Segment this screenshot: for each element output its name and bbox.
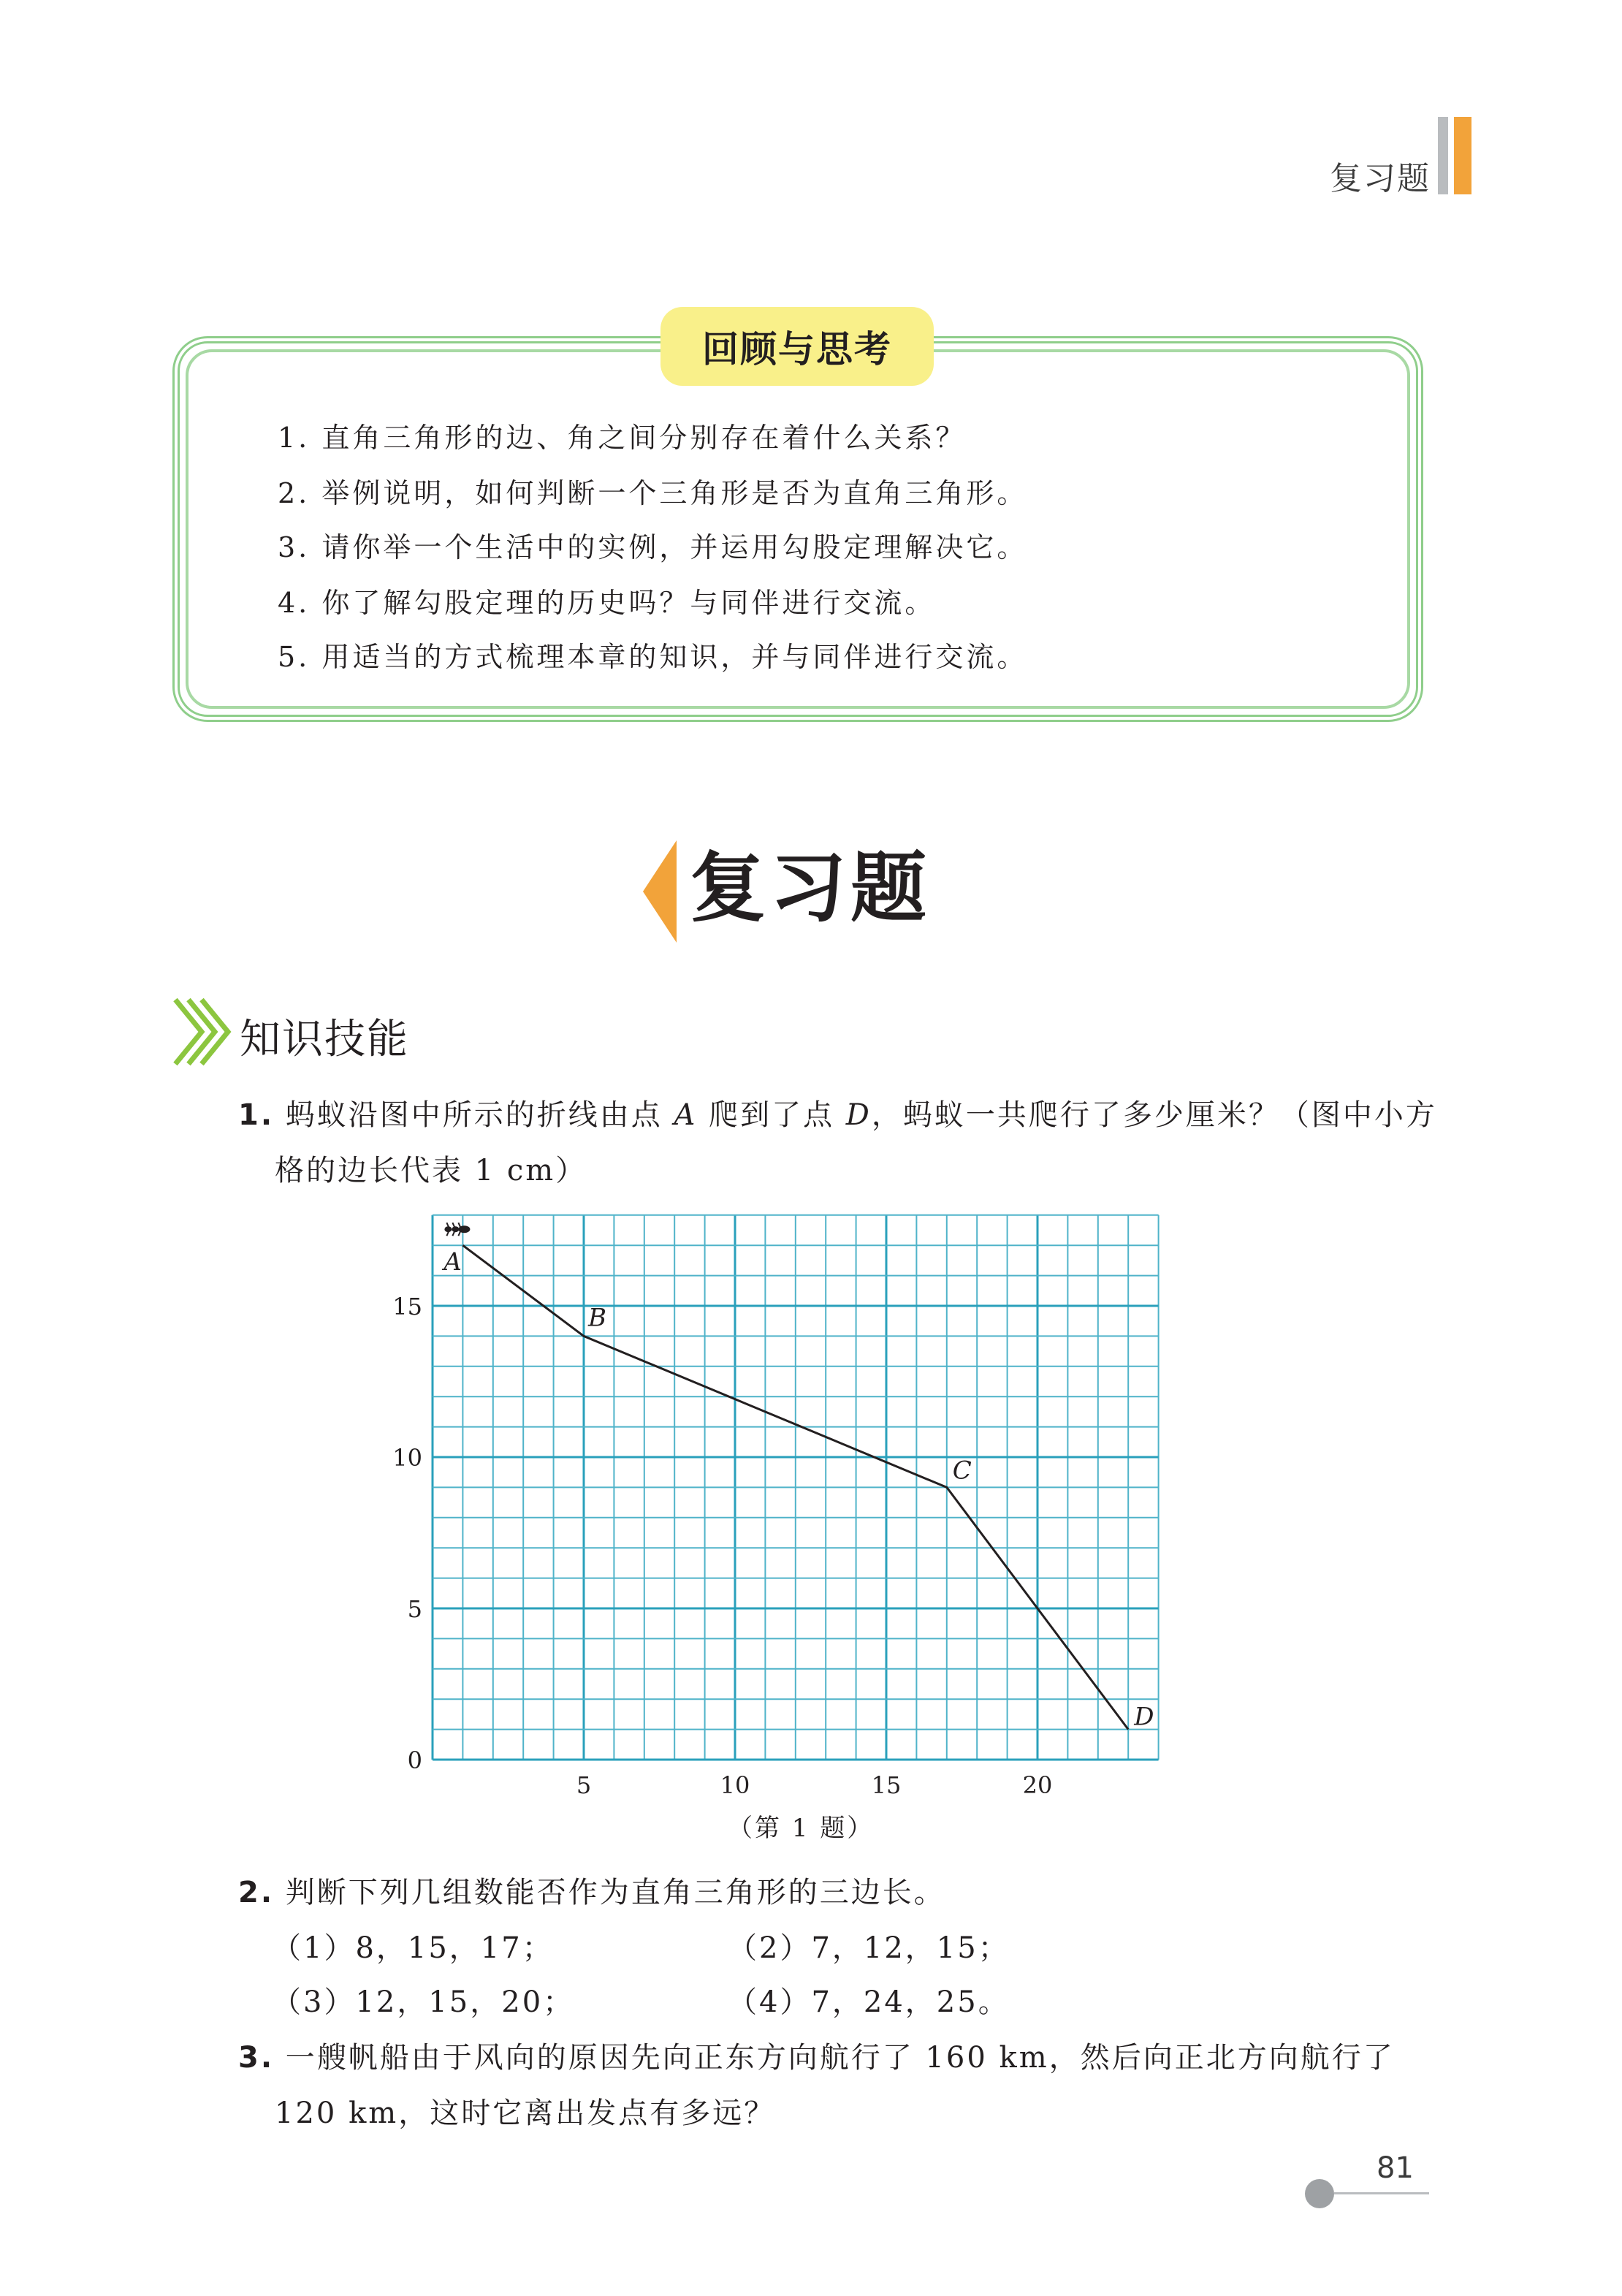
problem2-option-2: （2）7，12，15； [728, 1931, 1010, 1965]
problem2-option-4: （4）7，24，25。 [728, 1985, 1010, 2019]
chart-tick-labels [392, 1293, 1052, 1799]
point-label: B [588, 1303, 606, 1333]
page-number: 81 [1377, 2151, 1414, 2185]
problem1-text-b: 爬到了点 [697, 1098, 846, 1132]
review-heading: 回顾与思考 [660, 307, 934, 386]
x-tick-label: 5 [576, 1771, 592, 1799]
x-tick-label: 15 [871, 1771, 902, 1799]
point-label: A [443, 1247, 462, 1277]
subsection-title: 知识技能 [240, 1016, 409, 1063]
y-tick-label: 0 [407, 1746, 422, 1774]
problem1-number: 1. [238, 1098, 275, 1132]
page-rule [1334, 2192, 1429, 2194]
point-label: C [952, 1456, 972, 1486]
ant-icon [444, 1223, 470, 1236]
point-label: D [1134, 1702, 1154, 1732]
problem2-text: 判断下列几组数能否作为直角三角形的三边长。 [285, 1876, 945, 1909]
review-item-1: 1. 直角三角形的边、角之间分别存在着什么关系？ [278, 422, 967, 454]
problem1-point-a: A [674, 1098, 698, 1132]
x-tick-label: 20 [1022, 1771, 1053, 1799]
x-tick-label: 10 [720, 1771, 750, 1799]
problem3-line2: 120 km，这时它离出发点有多远？ [275, 2097, 776, 2130]
problem3-number: 3. [238, 2041, 275, 2075]
problem3-line1 [238, 2034, 1395, 2076]
review-item-5: 5. 用适当的方式梳理本章的知识，并与同伴进行交流。 [278, 641, 1028, 673]
y-tick-label: 5 [407, 1595, 422, 1623]
problem2-option-3: （3）12，15，20； [272, 1985, 575, 2019]
figure-caption: （第 1 题） [728, 1814, 875, 1843]
review-item-2: 2. 举例说明，如何判断一个三角形是否为直角三角形。 [278, 477, 1028, 509]
problem1-text-c: ，蚂蚁一共爬行了多少厘米？（图中小方 [871, 1098, 1437, 1132]
problem1-text-a: 蚂蚁沿图中所示的折线由点 [285, 1098, 674, 1132]
y-tick-label: 15 [392, 1293, 422, 1320]
chart-grid [433, 1215, 1159, 1760]
chart-point-labels [441, 1247, 1154, 1731]
section-title: 复习题 [690, 843, 932, 932]
problem3-text: 一艘帆船由于风向的原因先向正东方向航行了 160 km，然后向正北方向航行了 [285, 2041, 1395, 2075]
problem2-line [238, 1869, 945, 1911]
page-dot [1305, 2179, 1334, 2208]
y-tick-label: 10 [392, 1444, 422, 1472]
problem2-number: 2. [238, 1876, 275, 1909]
review-item-4: 4. 你了解勾股定理的历史吗？与同伴进行交流。 [278, 587, 936, 619]
problem1-point-d: D [845, 1098, 872, 1132]
problem2-option-1: （1）8，15，17； [272, 1931, 554, 1965]
running-header: 复习题 [1330, 160, 1431, 197]
problem1-line2: 格的边长代表 1 cm） [275, 1154, 587, 1187]
review-item-3: 3. 请你举一个生活中的实例，并运用勾股定理解决它。 [278, 531, 1028, 563]
